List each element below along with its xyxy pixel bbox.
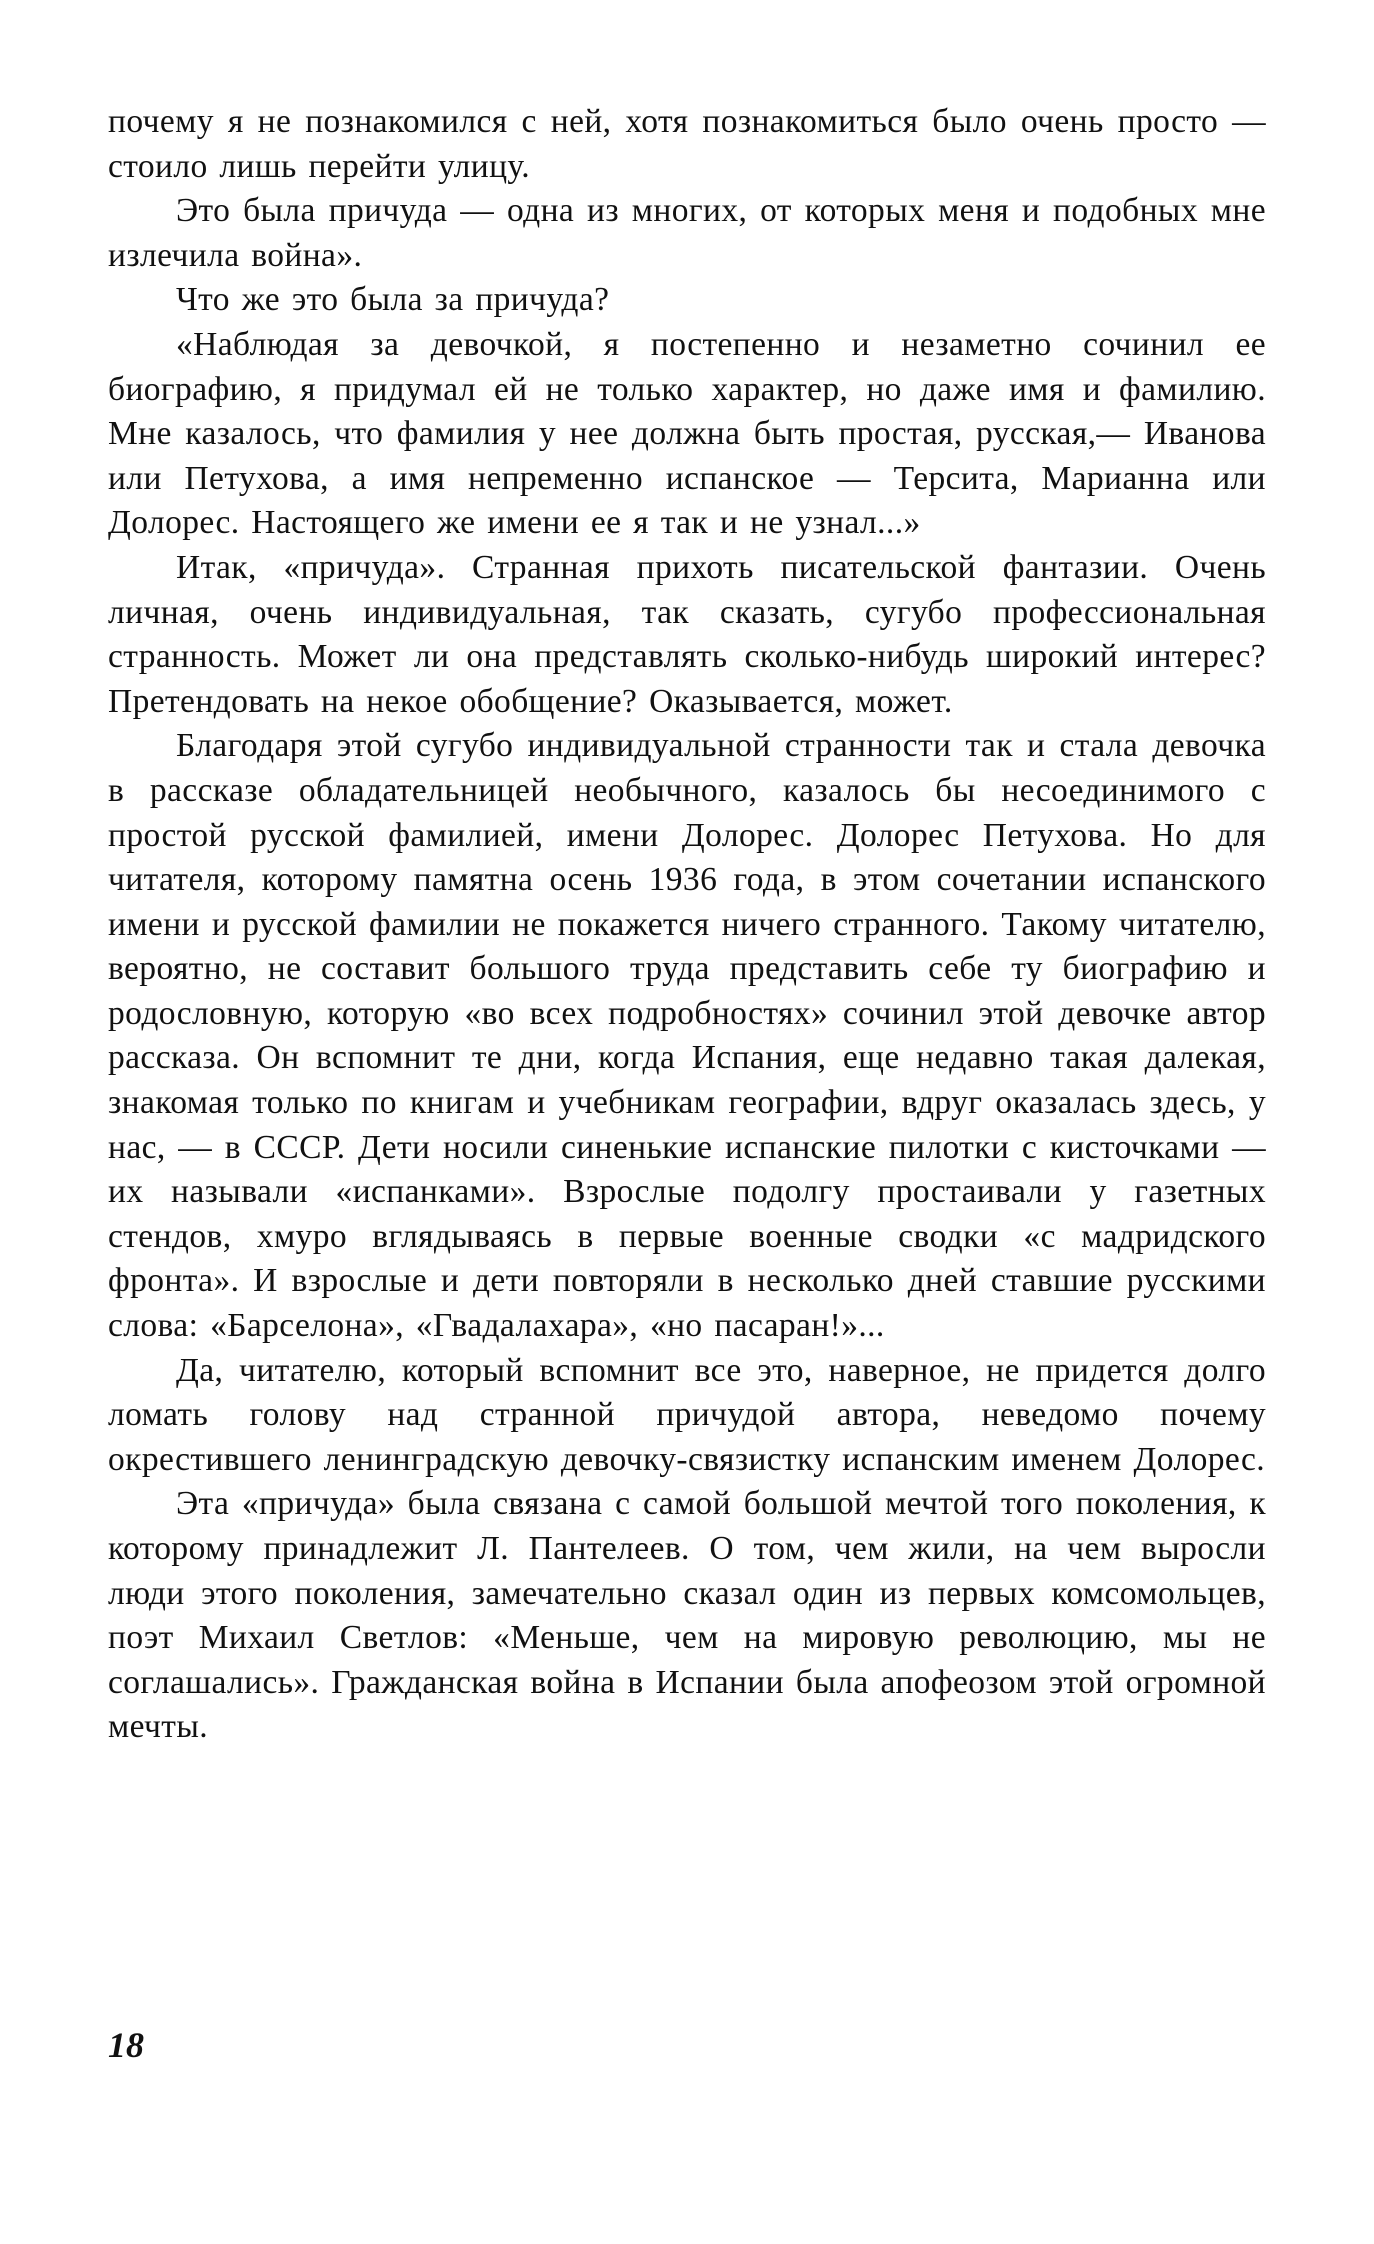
paragraph-1: почему я не познакомился с ней, хотя познакомиться было очень просто — стоило лишь перейти улицу.	[108, 103, 1266, 185]
paragraph-6: Благодаря этой сугубо индивидуальной странности так и стала девочка в рассказе обладательницей необычного, казалось бы несоединимого с простой русской фамилией, имени Долорес. Долорес Петухова. Но для читателя, которому памятна осень 1936 года, в этом сочетании испанского имени и русской фамилии не покажется ничего странного. Такому читателю, вероятно, не составит большого труда представить себе ту биографию и родословную, которую «во всех подробностях» сочинил этой девочке автор рассказа. Он вспомнит те дни, когда Испания, еще недавно такая далекая, знакомая только по книгам и учебникам географии, вдруг оказалась здесь, у нас, — в СССР. Дети носили синенькие испанские пилотки с кисточками — их называли «испанками». Взрослые подолгу простаивали у газетных стендов, хмуро вглядываясь в первые военные сводки «с мадридского фронта». И взрослые и дети повторяли в несколько дней ставшие русскими слова: «Барселона», «Гвадалахара», «но пасаран!»...	[108, 727, 1266, 1345]
paragraph-5: Итак, «причуда». Странная прихоть писательской фантазии. Очень личная, очень индивидуальная, так сказать, сугубо профессиональная странность. Может ли она представлять сколько-нибудь широкий интерес? Претендовать на некое обобщение? Оказывается, может.	[108, 548, 1266, 720]
paragraph-8: Эта «причуда» была связана с самой большой мечтой того поколения, к которому принадлежит Л. Пантелеев. О том, чем жили, на чем выросли люди этого поколения, замечательно сказал один из первых комсомольцев, поэт Михаил Светлов: «Меньше, чем на мировую революцию, мы не соглашались». Гражданская война в Испании была апофеозом этой огромной мечты.	[108, 1485, 1266, 1746]
page-number: 18	[108, 2025, 144, 2065]
paragraph-7: Да, читателю, который вспомнит все это, наверное, не придется долго ломать голову над странной причудой автора, неведомо почему окрестившего ленинградскую девочку-связистку испанским именем Долорес.	[108, 1351, 1266, 1478]
page-body	[108, 100, 1266, 1750]
paragraph-3: Что же это была за причуда?	[176, 281, 610, 319]
paragraph-4: «Наблюдая за девочкой, я постепенно и незаметно сочинил ее биографию, я придумал ей не только характер, но даже имя и фамилию. Мне казалось, что фамилия у нее должна быть простая, русская,— Иванова или Петухова, а имя непременно испанское — Терсита, Марианна или Долорес. Настоящего же имени ее я так и не узнал...»	[108, 325, 1266, 542]
paragraph-2: Это была причуда — одна из многих, от которых меня и подобных мне излечила война».	[108, 192, 1266, 274]
